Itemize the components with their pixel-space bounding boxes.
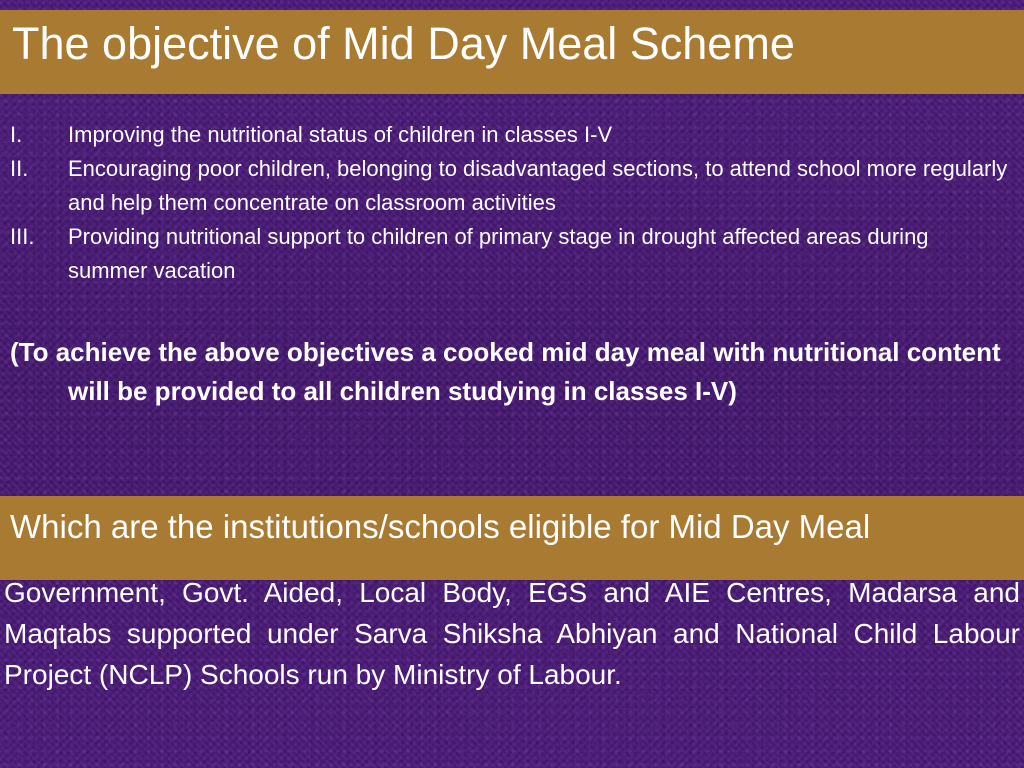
objective-item — [10, 118, 1014, 152]
objective-numeral: III. — [10, 224, 35, 249]
objectives-list — [10, 118, 1014, 288]
objective-item — [10, 220, 1014, 288]
objective-text: Providing nutritional support to children of primary stage in drought affected areas during summer vacation — [68, 224, 929, 283]
objective-text: Improving the nutritional status of children in classes I-V — [68, 122, 613, 147]
objective-text: Encouraging poor children, belonging to disadvantaged sections, to attend school more regularly and help them concentrate on classroom activities — [68, 156, 1008, 215]
eligibility-answer: Government, Govt. Aided, Local Body, EGS and AIE Centres, Madarsa and Maqtabs supported under Sarva Shiksha Abhiyan and National Child Labour Project (NCLP) Schools run by Ministry of Labour. — [4, 577, 1020, 690]
objective-numeral: II. — [10, 156, 29, 181]
objective-numeral: I. — [10, 122, 23, 147]
slide-title: The objective of Mid Day Meal Scheme — [12, 18, 795, 69]
objectives-note: (To achieve the above objectives a cooked mid day meal with nutritional content will be provided to all children studying in classes I-V) — [10, 337, 1001, 406]
eligibility-question: Which are the institutions/schools eligible for Mid Day Meal — [10, 508, 871, 545]
objective-item — [10, 152, 1014, 220]
